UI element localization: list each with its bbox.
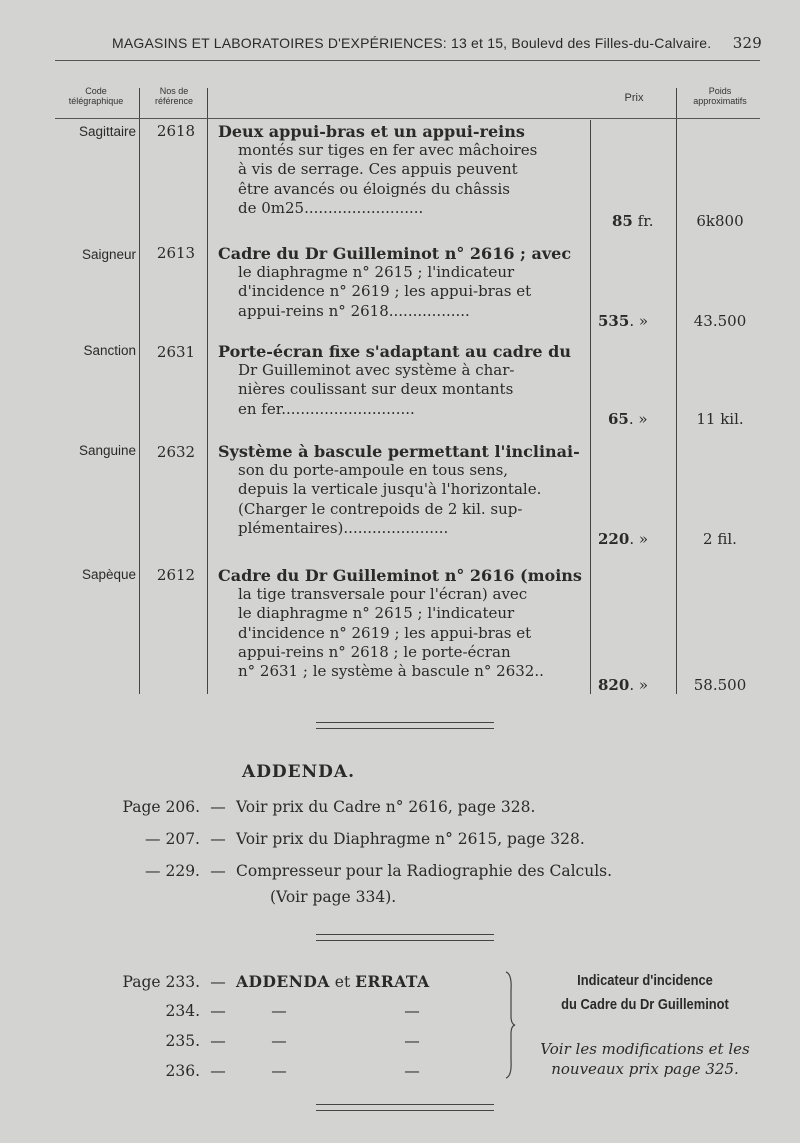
running-title: MAGASINS ET LABORATOIRES D'EXPÉRIENCES: 13 et 15, Boulevd des Filles-du-Calvaire. xyxy=(112,35,712,51)
header-weight-line1: Poids xyxy=(708,86,732,96)
price-value: 820 xyxy=(598,676,630,694)
header-price: Prix xyxy=(624,92,644,104)
row-line: depuis la verticale jusqu'à l'horizontale. xyxy=(238,480,542,499)
addenda-dash: — xyxy=(210,798,226,816)
section-rule xyxy=(316,722,494,729)
addenda-continuation: (Voir page 334). xyxy=(270,888,397,906)
addenda-text: Voir prix du Cadre n° 2616, page 328. xyxy=(236,798,536,816)
row-description xyxy=(218,442,586,538)
errata-row xyxy=(100,1032,442,1050)
row-weight: 11 kil. xyxy=(696,410,744,428)
row-line: Cadre du Dr Guilleminot n° 2616 ; avec xyxy=(218,244,572,263)
row-line: appui-reins n° 2618 ; le porte-écran xyxy=(238,642,511,661)
errata-dash: — xyxy=(210,1032,226,1050)
errata-ditto: — xyxy=(404,1002,420,1020)
errata-row xyxy=(100,1002,442,1020)
row-price xyxy=(598,676,674,694)
errata-dash: — xyxy=(210,1002,226,1020)
price-value: 220 xyxy=(598,530,630,548)
addenda-page: — 207. xyxy=(145,830,200,848)
row-ref: 2631 xyxy=(156,343,196,361)
header-weight-line2: approximatifs xyxy=(693,96,747,106)
addenda-line xyxy=(100,798,740,816)
row-line: Système à bascule permettant l'inclinai- xyxy=(218,442,580,461)
row-line: Porte-écran fixe s'adaptant au cadre du xyxy=(218,342,571,361)
row-line: en fer............................ xyxy=(238,399,415,418)
row-line: le diaphragme n° 2615 ; l'indicateur xyxy=(238,263,515,282)
row-line: montés sur tiges en fer avec mâchoires xyxy=(238,141,538,160)
header-rule xyxy=(55,60,760,61)
header-ref-line1: Nos de xyxy=(159,86,189,96)
row-line: de 0m25......................... xyxy=(238,198,424,217)
addenda-page: — 229. xyxy=(145,862,200,880)
side-note-line2: nouveaux prix page 325. xyxy=(551,1060,739,1078)
row-line: la tige transversale pour l'écran) avec xyxy=(238,585,528,604)
column-rule-price xyxy=(676,88,677,694)
errata-ditto: — xyxy=(271,1062,287,1080)
row-price xyxy=(598,312,674,330)
price-unit: . » xyxy=(629,530,649,548)
header-code xyxy=(55,86,137,106)
price-value: 85 xyxy=(612,212,633,230)
price-value: 65 xyxy=(608,410,629,428)
row-price xyxy=(612,212,688,230)
row-line: appui-reins n° 2618................. xyxy=(238,301,470,320)
addenda-text: Compresseur pour la Radiographie des Calculs. xyxy=(236,862,613,880)
running-head xyxy=(112,34,762,52)
row-line: (Charger le contrepoids de 2 kil. sup- xyxy=(238,499,523,518)
row-weight: 6k800 xyxy=(696,212,744,230)
row-weight: 58.500 xyxy=(693,676,747,694)
row-line: Cadre du Dr Guilleminot n° 2616 (moins xyxy=(218,566,582,585)
errata-page: 234. xyxy=(165,1002,200,1020)
row-line: le diaphragme n° 2615 ; l'indicateur xyxy=(238,604,515,623)
price-value: 535 xyxy=(598,312,630,330)
errata-page: 236. xyxy=(165,1062,200,1080)
errata-ditto: — xyxy=(271,1002,287,1020)
row-price xyxy=(598,530,674,548)
row-description xyxy=(218,244,586,321)
addenda-text: Voir prix du Diaphragme n° 2615, page 328. xyxy=(236,830,585,848)
row-line: nières coulissant sur deux montants xyxy=(238,380,514,399)
column-rule-ref xyxy=(207,88,208,694)
column-rule-desc xyxy=(590,120,591,694)
header-weight xyxy=(678,86,762,106)
errata-ditto: — xyxy=(404,1032,420,1050)
header-ref xyxy=(141,86,207,106)
row-description xyxy=(218,566,586,681)
row-code: Sapèque xyxy=(81,567,136,582)
errata-ditto: — xyxy=(404,1062,420,1080)
errata-page: Page 233. xyxy=(122,973,200,991)
row-description xyxy=(218,342,586,419)
row-ref: 2632 xyxy=(156,443,196,461)
price-unit: fr. xyxy=(637,212,654,230)
errata-page: 235. xyxy=(165,1032,200,1050)
addenda-page: Page 206. xyxy=(122,798,200,816)
row-line: à vis de serrage. Ces appuis peuvent xyxy=(238,160,518,179)
errata-addenda: ADDENDA xyxy=(236,972,330,991)
row-code: Sanction xyxy=(83,343,136,358)
row-line: Dr Guilleminot avec système à char- xyxy=(238,361,515,380)
price-unit: . » xyxy=(628,410,648,428)
errata-ditto: — xyxy=(271,1032,287,1050)
row-line: n° 2631 ; le système à bascule n° 2632.. xyxy=(238,662,544,681)
addenda-line xyxy=(100,830,740,848)
row-ref: 2612 xyxy=(156,566,196,584)
row-price xyxy=(608,410,684,428)
row-line: son du porte-ampoule en tous sens, xyxy=(238,461,509,480)
header-ref-line2: référence xyxy=(154,96,194,106)
row-weight: 43.500 xyxy=(693,312,747,330)
errata-row xyxy=(100,972,430,991)
addenda-dash: — xyxy=(210,862,226,880)
row-line: d'incidence n° 2619 ; les appui-bras et xyxy=(238,282,532,301)
side-title-line2: du Cadre du Dr Guilleminot xyxy=(561,996,729,1013)
side-title-line1: Indicateur d'incidence xyxy=(577,972,713,989)
row-code: Sagittaire xyxy=(78,124,136,139)
row-line: Deux appui-bras et un appui-reins xyxy=(218,122,525,141)
row-line: d'incidence n° 2619 ; les appui-bras et xyxy=(238,623,532,642)
errata-et: et xyxy=(334,973,351,991)
header-code-line1: Code xyxy=(85,86,107,96)
errata-row xyxy=(100,1062,442,1080)
addenda-title: ADDENDA. xyxy=(242,762,356,782)
column-rule-code xyxy=(139,88,140,694)
brace-icon xyxy=(504,970,516,1080)
price-unit: . » xyxy=(629,676,649,694)
errata-errata: ERRATA xyxy=(355,972,430,991)
errata-dash: — xyxy=(210,1062,226,1080)
row-code: Saigneur xyxy=(81,247,136,262)
row-weight: 2 fil. xyxy=(703,530,737,548)
header-code-line2: télégraphique xyxy=(68,96,124,106)
section-rule xyxy=(316,1104,494,1111)
price-unit: . » xyxy=(629,312,649,330)
row-description xyxy=(218,122,586,218)
page-number: 329 xyxy=(732,34,762,52)
errata-dash: — xyxy=(210,973,226,991)
row-ref: 2613 xyxy=(156,244,196,262)
section-rule xyxy=(316,934,494,941)
row-line: être avancés ou éloignés du châssis xyxy=(238,179,510,198)
addenda-dash: — xyxy=(210,830,226,848)
row-code: Sanguine xyxy=(78,443,136,458)
row-line: plémentaires)...................... xyxy=(238,518,449,537)
row-ref: 2618 xyxy=(156,122,196,140)
header-bottom-rule xyxy=(55,118,760,119)
side-note-line1: Voir les modifications et les xyxy=(540,1040,750,1058)
addenda-line xyxy=(100,862,740,880)
